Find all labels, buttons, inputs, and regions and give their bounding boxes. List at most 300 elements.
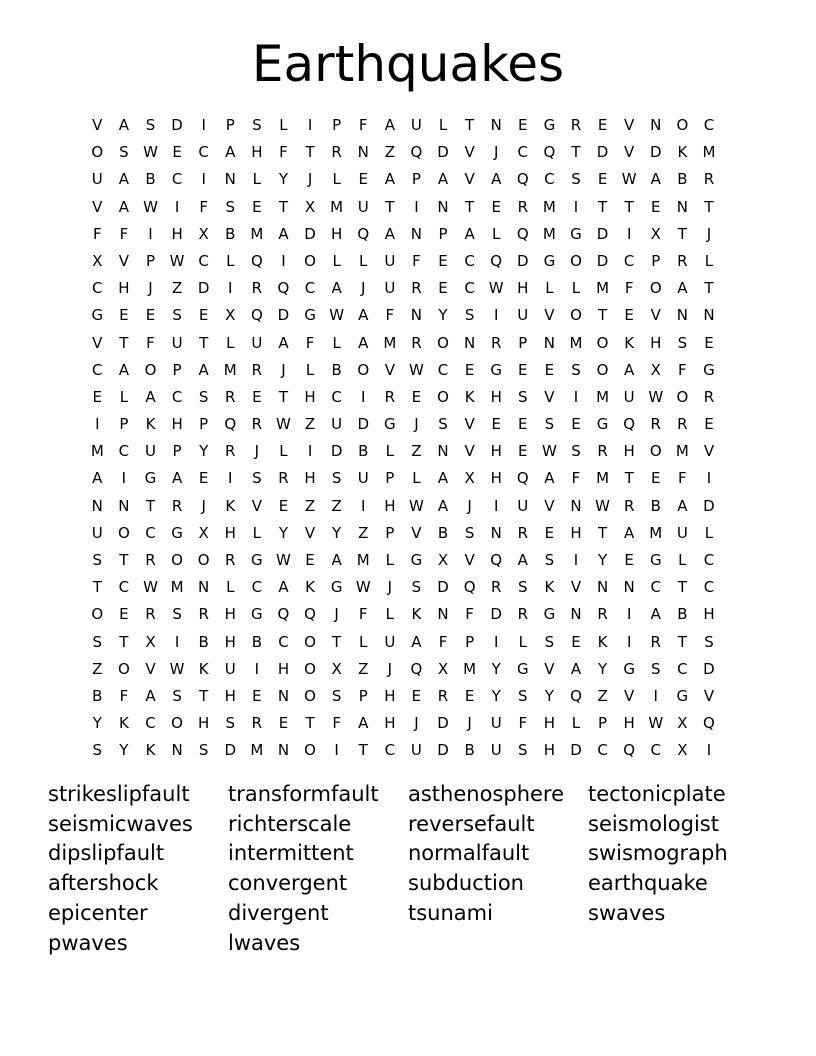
grid-letter[interactable]: N <box>118 496 130 515</box>
grid-letter[interactable]: R <box>677 415 688 434</box>
grid-letter[interactable]: K <box>145 415 156 434</box>
grid-letter[interactable]: P <box>332 116 342 134</box>
grid-letter[interactable]: C <box>118 578 130 597</box>
grid-letter[interactable]: D <box>596 224 609 243</box>
grid-letter[interactable]: P <box>598 714 608 733</box>
grid-letter[interactable]: L <box>359 251 368 270</box>
grid-letter[interactable]: T <box>305 714 315 733</box>
grid-letter[interactable]: F <box>624 279 634 298</box>
grid-letter[interactable]: L <box>252 523 262 542</box>
grid-letter[interactable]: T <box>704 279 714 298</box>
grid-letter[interactable]: O <box>304 632 316 651</box>
grid-letter[interactable]: W <box>541 442 557 461</box>
grid-letter[interactable]: O <box>304 251 316 270</box>
grid-letter[interactable]: R <box>490 333 502 352</box>
grid-letter[interactable]: H <box>650 333 662 352</box>
grid-letter[interactable]: N <box>91 496 103 515</box>
grid-letter[interactable]: V <box>145 659 156 678</box>
grid-letter[interactable]: H <box>570 523 582 542</box>
grid-letter[interactable]: P <box>199 415 209 434</box>
grid-letter[interactable]: X <box>437 551 449 569</box>
grid-letter[interactable]: Q <box>543 143 556 162</box>
grid-letter[interactable]: E <box>704 415 714 434</box>
grid-letter[interactable]: I <box>228 469 233 488</box>
grid-letter[interactable]: Y <box>491 686 501 705</box>
grid-letter[interactable]: A <box>384 224 395 243</box>
grid-letter[interactable]: T <box>677 632 687 651</box>
grid-letter[interactable]: V <box>304 523 316 542</box>
grid-letter[interactable]: G <box>251 551 263 569</box>
grid-letter[interactable]: A <box>437 469 449 488</box>
grid-letter[interactable]: J <box>334 605 339 624</box>
grid-letter[interactable]: J <box>361 279 366 298</box>
grid-letter[interactable]: L <box>226 578 235 597</box>
grid-letter[interactable]: N <box>623 578 635 597</box>
grid-letter[interactable]: D <box>437 714 449 733</box>
grid-letter[interactable]: P <box>518 333 528 352</box>
grid-letter[interactable]: N <box>410 224 423 243</box>
grid-letter[interactable]: G <box>543 116 556 134</box>
grid-letter[interactable]: T <box>385 197 395 216</box>
grid-letter[interactable]: Q <box>570 686 582 705</box>
grid-letter[interactable]: R <box>623 496 635 515</box>
grid-letter[interactable]: H <box>490 469 502 488</box>
grid-letter[interactable]: L <box>332 251 341 270</box>
grid-letter[interactable]: H <box>543 741 556 760</box>
grid-letter[interactable]: P <box>385 523 395 542</box>
grid-letter[interactable]: P <box>385 469 395 488</box>
grid-letter[interactable]: I <box>493 306 499 325</box>
grid-letter[interactable]: A <box>677 496 688 515</box>
grid-letter[interactable]: A <box>437 496 449 515</box>
grid-letter[interactable]: V <box>411 523 422 542</box>
grid-letter[interactable]: I <box>281 251 286 270</box>
grid-letter[interactable]: O <box>649 279 662 298</box>
grid-letter[interactable]: T <box>278 197 289 216</box>
grid-letter[interactable]: S <box>677 333 688 352</box>
grid-letter[interactable]: Q <box>490 551 503 569</box>
grid-letter[interactable]: G <box>649 551 662 569</box>
grid-letter[interactable]: E <box>252 686 262 705</box>
grid-letter[interactable]: A <box>358 306 369 325</box>
grid-letter[interactable]: Z <box>384 143 395 162</box>
grid-letter[interactable]: S <box>145 116 156 134</box>
grid-letter[interactable]: U <box>357 197 369 216</box>
grid-letter[interactable]: C <box>650 578 661 597</box>
grid-letter[interactable]: G <box>304 306 316 325</box>
grid-letter[interactable]: C <box>92 360 103 379</box>
grid-letter[interactable]: P <box>411 170 421 189</box>
grid-letter[interactable]: P <box>225 116 235 134</box>
grid-letter[interactable]: W <box>276 415 291 434</box>
grid-letter[interactable]: D <box>649 143 662 162</box>
grid-letter[interactable]: M <box>250 224 264 243</box>
grid-letter[interactable]: H <box>198 714 210 733</box>
grid-letter[interactable]: S <box>92 551 103 569</box>
grid-letter[interactable]: H <box>517 279 529 298</box>
grid-letter[interactable]: H <box>171 224 183 243</box>
grid-letter[interactable]: G <box>596 415 609 434</box>
grid-letter[interactable]: A <box>384 170 395 189</box>
grid-letter[interactable]: T <box>465 197 475 216</box>
grid-letter[interactable]: M <box>90 442 104 461</box>
grid-letter[interactable]: A <box>624 523 635 542</box>
grid-letter[interactable]: I <box>361 496 366 515</box>
grid-letter[interactable]: E <box>704 333 714 352</box>
grid-letter[interactable]: R <box>490 578 502 597</box>
grid-letter[interactable]: S <box>518 387 528 406</box>
grid-letter[interactable]: J <box>493 143 499 162</box>
grid-letter[interactable]: T <box>92 578 102 597</box>
grid-letter[interactable]: L <box>119 387 129 406</box>
grid-letter[interactable]: S <box>172 605 182 624</box>
grid-letter[interactable]: V <box>703 442 715 461</box>
grid-letter[interactable]: H <box>224 632 236 651</box>
grid-letter[interactable]: E <box>358 170 368 189</box>
grid-letter[interactable]: V <box>544 659 555 678</box>
grid-letter[interactable]: A <box>358 333 369 352</box>
grid-letter[interactable]: E <box>438 251 448 270</box>
grid-letter[interactable]: F <box>358 605 368 624</box>
grid-letter[interactable]: T <box>278 387 289 406</box>
grid-letter[interactable]: A <box>278 578 289 597</box>
grid-letter[interactable]: I <box>493 496 499 515</box>
grid-letter[interactable]: R <box>225 551 236 569</box>
grid-letter[interactable]: Y <box>278 170 289 189</box>
grid-letter[interactable]: F <box>678 360 687 379</box>
grid-letter[interactable]: V <box>544 387 555 406</box>
grid-letter[interactable]: J <box>254 442 260 461</box>
grid-letter[interactable]: A <box>145 686 156 705</box>
grid-letter[interactable]: C <box>384 741 396 760</box>
grid-letter[interactable]: X <box>225 306 236 325</box>
grid-letter[interactable]: L <box>571 714 581 733</box>
grid-letter[interactable]: Y <box>491 659 501 678</box>
grid-letter[interactable]: P <box>119 415 129 434</box>
grid-letter[interactable]: X <box>464 469 475 488</box>
grid-letter[interactable]: N <box>463 333 476 352</box>
grid-letter[interactable]: V <box>650 306 661 325</box>
grid-letter[interactable]: E <box>491 415 501 434</box>
grid-letter[interactable]: W <box>648 387 664 406</box>
grid-letter[interactable]: E <box>145 306 156 325</box>
grid-letter[interactable]: B <box>145 170 156 189</box>
grid-letter[interactable]: R <box>411 333 422 352</box>
grid-letter[interactable]: U <box>357 469 369 488</box>
grid-letter[interactable]: J <box>281 360 286 379</box>
grid-letter[interactable]: W <box>488 279 504 298</box>
grid-letter[interactable]: F <box>438 632 448 651</box>
grid-letter[interactable]: U <box>517 496 529 515</box>
grid-letter[interactable]: W <box>169 251 185 270</box>
grid-letter[interactable]: G <box>703 360 715 379</box>
grid-letter[interactable]: D <box>596 251 609 270</box>
grid-letter[interactable]: C <box>464 251 475 270</box>
grid-letter[interactable]: G <box>384 415 396 434</box>
grid-letter[interactable]: O <box>676 116 689 134</box>
grid-letter[interactable]: R <box>384 387 396 406</box>
grid-letter[interactable]: Q <box>490 251 503 270</box>
grid-letter[interactable]: Q <box>357 224 370 243</box>
grid-letter[interactable]: V <box>464 170 475 189</box>
grid-letter[interactable]: V <box>92 116 103 134</box>
grid-letter[interactable]: X <box>677 741 688 760</box>
grid-letter[interactable]: T <box>624 197 634 216</box>
grid-letter[interactable]: R <box>145 605 156 624</box>
grid-letter[interactable]: O <box>117 659 130 678</box>
grid-letter[interactable]: I <box>626 605 632 624</box>
grid-letter[interactable]: K <box>225 496 236 515</box>
grid-letter[interactable]: C <box>198 251 209 270</box>
grid-letter[interactable]: E <box>411 686 422 705</box>
grid-letter[interactable]: C <box>198 143 209 162</box>
grid-letter[interactable]: T <box>119 551 129 569</box>
grid-letter[interactable]: V <box>384 360 395 379</box>
grid-letter[interactable]: C <box>677 659 688 678</box>
grid-letter[interactable]: J <box>467 496 472 515</box>
grid-letter[interactable]: E <box>464 686 475 705</box>
grid-letter[interactable]: S <box>438 415 448 434</box>
grid-letter[interactable]: H <box>384 686 396 705</box>
grid-letter[interactable]: I <box>653 686 658 705</box>
grid-letter[interactable]: Q <box>623 415 636 434</box>
grid-letter[interactable]: F <box>92 224 102 243</box>
grid-letter[interactable]: E <box>518 442 528 461</box>
grid-letter[interactable]: H <box>224 605 236 624</box>
grid-letter[interactable]: G <box>330 578 343 597</box>
grid-letter[interactable]: Q <box>516 224 529 243</box>
grid-letter[interactable]: N <box>277 741 290 760</box>
grid-letter[interactable]: N <box>570 496 582 515</box>
grid-letter[interactable]: H <box>224 686 236 705</box>
grid-letter[interactable]: V <box>92 197 103 216</box>
grid-letter[interactable]: R <box>171 496 183 515</box>
grid-letter[interactable]: T <box>597 523 608 542</box>
grid-letter[interactable]: R <box>517 197 529 216</box>
grid-letter[interactable]: T <box>119 632 129 651</box>
grid-letter[interactable]: H <box>384 496 396 515</box>
grid-letter[interactable]: R <box>145 551 156 569</box>
grid-letter[interactable]: U <box>251 333 263 352</box>
grid-letter[interactable]: C <box>331 387 342 406</box>
grid-letter[interactable]: E <box>198 469 209 488</box>
grid-letter[interactable]: M <box>170 578 184 597</box>
grid-letter[interactable]: U <box>517 306 529 325</box>
grid-letter[interactable]: Z <box>171 279 183 298</box>
grid-letter[interactable]: I <box>174 632 180 651</box>
grid-letter[interactable]: U <box>224 659 236 678</box>
grid-letter[interactable]: I <box>174 197 180 216</box>
grid-letter[interactable]: A <box>411 632 422 651</box>
grid-letter[interactable]: E <box>252 387 262 406</box>
grid-letter[interactable]: B <box>331 360 342 379</box>
grid-letter[interactable]: B <box>677 605 688 624</box>
grid-letter[interactable]: F <box>465 605 474 624</box>
grid-letter[interactable]: Q <box>410 659 423 678</box>
grid-letter[interactable]: Q <box>224 415 237 434</box>
grid-letter[interactable]: U <box>410 116 422 134</box>
grid-letter[interactable]: L <box>385 551 394 569</box>
grid-letter[interactable]: R <box>225 387 236 406</box>
grid-letter[interactable]: R <box>198 605 209 624</box>
grid-letter[interactable]: V <box>544 496 555 515</box>
grid-letter[interactable]: O <box>304 741 316 760</box>
grid-letter[interactable]: A <box>278 333 289 352</box>
grid-letter[interactable]: B <box>198 632 209 651</box>
grid-letter[interactable]: S <box>518 741 528 760</box>
grid-letter[interactable]: R <box>411 279 422 298</box>
grid-letter[interactable]: R <box>331 143 342 162</box>
grid-letter[interactable]: S <box>331 469 342 488</box>
grid-letter[interactable]: L <box>704 523 714 542</box>
grid-letter[interactable]: U <box>490 741 502 760</box>
grid-letter[interactable]: Y <box>119 741 129 760</box>
grid-letter[interactable]: I <box>307 116 313 134</box>
grid-letter[interactable]: O <box>570 306 582 325</box>
grid-letter[interactable]: I <box>254 659 260 678</box>
grid-letter[interactable]: V <box>464 442 475 461</box>
grid-letter[interactable]: A <box>118 360 130 379</box>
grid-letter[interactable]: S <box>518 578 528 597</box>
grid-letter[interactable]: L <box>438 116 448 134</box>
grid-letter[interactable]: B <box>437 523 449 542</box>
grid-letter[interactable]: S <box>651 659 661 678</box>
grid-letter[interactable]: A <box>358 714 369 733</box>
grid-letter[interactable]: L <box>385 605 394 624</box>
grid-letter[interactable]: O <box>437 333 449 352</box>
grid-letter[interactable]: G <box>144 469 157 488</box>
grid-letter[interactable]: N <box>703 306 715 325</box>
grid-letter[interactable]: H <box>490 387 502 406</box>
grid-letter[interactable]: K <box>464 387 475 406</box>
grid-letter[interactable]: F <box>146 333 155 352</box>
grid-letter[interactable]: H <box>331 224 343 243</box>
grid-letter[interactable]: K <box>118 714 129 733</box>
grid-letter[interactable]: S <box>225 197 236 216</box>
grid-letter[interactable]: U <box>171 333 183 352</box>
grid-letter[interactable]: C <box>251 578 263 597</box>
grid-letter[interactable]: T <box>677 224 687 243</box>
grid-letter[interactable]: D <box>437 143 449 162</box>
grid-letter[interactable]: M <box>596 387 610 406</box>
grid-letter[interactable]: D <box>357 415 370 434</box>
grid-letter[interactable]: H <box>623 442 635 461</box>
grid-letter[interactable]: D <box>490 605 502 624</box>
grid-letter[interactable]: S <box>225 714 236 733</box>
grid-letter[interactable]: O <box>91 605 104 624</box>
grid-letter[interactable]: E <box>518 116 528 134</box>
grid-letter[interactable]: D <box>330 442 343 461</box>
grid-letter[interactable]: F <box>385 306 395 325</box>
grid-letter[interactable]: D <box>703 659 715 678</box>
grid-letter[interactable]: A <box>331 279 342 298</box>
grid-letter[interactable]: A <box>464 224 475 243</box>
grid-letter[interactable]: A <box>118 197 130 216</box>
grid-letter[interactable]: V <box>624 143 635 162</box>
grid-letter[interactable]: S <box>544 415 555 434</box>
grid-letter[interactable]: E <box>464 360 475 379</box>
grid-letter[interactable]: G <box>251 605 263 624</box>
grid-letter[interactable]: I <box>626 224 632 243</box>
grid-letter[interactable]: Q <box>516 170 529 189</box>
grid-letter[interactable]: F <box>678 469 687 488</box>
grid-letter[interactable]: L <box>359 632 368 651</box>
grid-letter[interactable]: A <box>677 279 688 298</box>
grid-letter[interactable]: E <box>518 360 528 379</box>
grid-letter[interactable]: D <box>197 279 210 298</box>
grid-letter[interactable]: S <box>252 469 262 488</box>
grid-letter[interactable]: C <box>278 632 289 651</box>
grid-letter[interactable]: D <box>437 578 449 597</box>
grid-letter[interactable]: W <box>143 578 158 597</box>
grid-letter[interactable]: E <box>544 523 555 542</box>
grid-letter[interactable]: S <box>544 551 555 569</box>
grid-letter[interactable]: U <box>91 523 103 542</box>
grid-letter[interactable]: U <box>144 442 156 461</box>
grid-letter[interactable]: G <box>410 551 423 569</box>
grid-letter[interactable]: Z <box>92 659 103 678</box>
grid-letter[interactable]: A <box>517 551 528 569</box>
grid-letter[interactable]: H <box>224 523 236 542</box>
grid-letter[interactable]: C <box>437 360 449 379</box>
grid-letter[interactable]: D <box>517 251 529 270</box>
grid-letter[interactable]: T <box>199 686 209 705</box>
grid-letter[interactable]: S <box>464 523 475 542</box>
grid-letter[interactable]: H <box>251 143 263 162</box>
grid-letter[interactable]: O <box>197 551 210 569</box>
grid-letter[interactable]: F <box>571 469 581 488</box>
grid-letter[interactable]: R <box>703 387 715 406</box>
grid-letter[interactable]: R <box>278 469 289 488</box>
grid-letter[interactable]: L <box>545 279 554 298</box>
grid-letter[interactable]: C <box>464 279 475 298</box>
grid-letter[interactable]: I <box>573 197 579 216</box>
grid-letter[interactable]: D <box>171 116 183 134</box>
grid-letter[interactable]: J <box>706 224 712 243</box>
grid-letter[interactable]: D <box>703 496 715 515</box>
grid-letter[interactable]: X <box>437 659 449 678</box>
grid-letter[interactable]: W <box>276 551 291 569</box>
grid-letter[interactable]: O <box>357 360 370 379</box>
grid-letter[interactable]: U <box>490 714 502 733</box>
grid-letter[interactable]: E <box>571 415 581 434</box>
grid-letter[interactable]: X <box>92 251 103 270</box>
grid-letter[interactable]: F <box>119 224 129 243</box>
grid-letter[interactable]: G <box>171 523 183 542</box>
grid-letter[interactable]: F <box>119 686 129 705</box>
grid-letter[interactable]: S <box>92 632 103 651</box>
grid-letter[interactable]: B <box>464 741 475 760</box>
grid-letter[interactable]: O <box>144 360 157 379</box>
grid-letter[interactable]: T <box>571 143 581 162</box>
grid-letter[interactable]: E <box>305 551 315 569</box>
grid-letter[interactable]: V <box>624 686 635 705</box>
grid-letter[interactable]: E <box>597 170 608 189</box>
grid-letter[interactable]: F <box>412 251 421 270</box>
grid-letter[interactable]: A <box>118 170 130 189</box>
grid-letter[interactable]: V <box>464 551 475 569</box>
grid-letter[interactable]: O <box>437 387 449 406</box>
grid-letter[interactable]: Q <box>250 306 263 325</box>
grid-letter[interactable]: W <box>143 143 158 162</box>
grid-letter[interactable]: N <box>437 605 449 624</box>
grid-letter[interactable]: M <box>463 659 477 678</box>
grid-letter[interactable]: R <box>650 415 661 434</box>
grid-letter[interactable]: A <box>331 551 342 569</box>
grid-letter[interactable]: T <box>704 197 714 216</box>
grid-letter[interactable]: P <box>172 360 182 379</box>
grid-letter[interactable]: I <box>121 469 127 488</box>
